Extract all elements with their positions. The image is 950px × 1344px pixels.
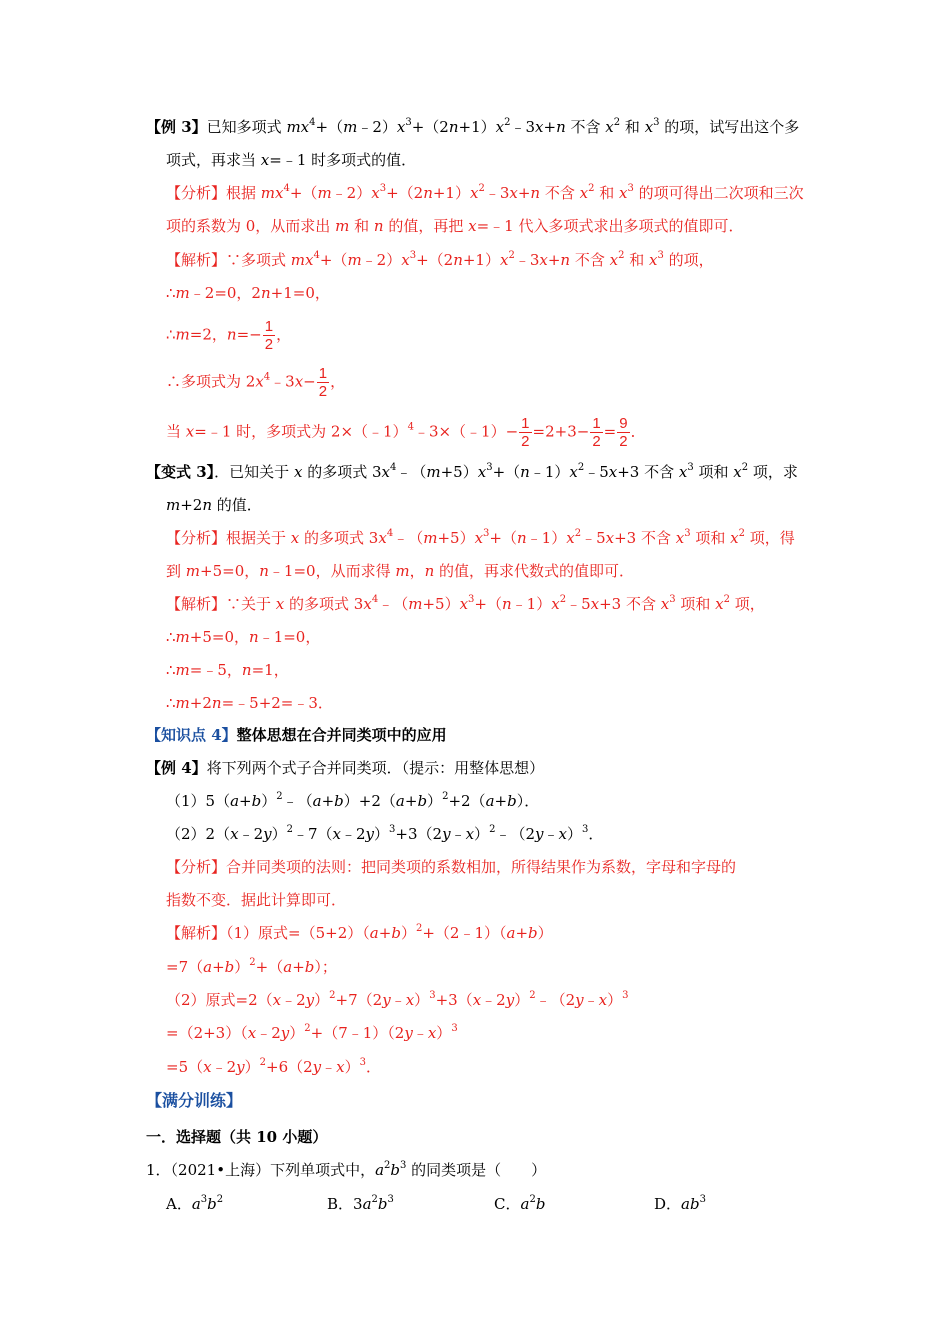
ex3-solution-label: 【解析】 [166,251,227,269]
ex3-label: 【例 3】 [146,118,207,136]
training-heading: 【满分训练】 [146,1091,243,1110]
var3-question-line1: 【变式 3】．已知关于 x 的多项式 $3x^4﹣(m+5)x^3+(n﹣1)x^2﹣5x+3$ 不含 $x^3$ 项和 $x^2$ 项，求 [146,462,798,481]
ex4-question [146,758,544,778]
ex3-solution-line3: ∴m=2，n=− $\frac{1}{2}$ ， [166,318,292,353]
ex3-analysis-line1: 【分析】根据 $mx^4+(m﹣2)x^3+(2n+1)x^2﹣3x+n$ 不含 $x^2$ 和 $x^3$ 的项可得出二次项和三次 [166,183,804,202]
fraction-one-half: $\frac{1}{2}$ [318,365,328,400]
var3-question-line2: m+2n 的值． [166,496,262,514]
ex4-solution-line2: $=7(a+b)^2+(a+b)$； [166,957,337,976]
ex3-solution-line1: 【解析】∵多项式 $mx^4+(m﹣2)x^3+(2n+1)x^2﹣3x+n$ 不含 $x^2$ 和 $x^3$ 的项， [166,250,714,269]
ex4-analysis-line1 [166,857,736,877]
kp4-title: 整体思想在合并同类项中的应用 [236,726,447,744]
ex3-solution-line4: ∴多项式为 $2x^4﹣3x-$ $\frac{1}{2}$ ， [166,365,346,400]
ex4-question-text: 将下列两个式子合并同类项．（提示：用整体思想） [206,759,545,777]
ex4-part2: （2）2（x﹣2y）$^2$﹣7（x﹣2y）$^3$+3（2y﹣x）$^2$﹣（2y﹣x）$^3$． [166,824,604,843]
kp4-label: 【知识点 4】 [146,726,237,744]
section-heading: 一．选择题（共 10 小题） [146,1128,328,1146]
q1-option-d[interactable]: D．$ab^3$ [654,1194,706,1213]
q1-option-b[interactable]: B．$3a^2b^3$ [327,1194,394,1213]
q1-option-a[interactable]: A．$a^3b^2$ [166,1194,224,1213]
fraction-one-half: $\frac{1}{2}$ [592,415,601,450]
ex3-solution-line2: ∴m﹣2=0，2n+1=0， [166,284,330,302]
var3-solution-line4: ∴m+2n=﹣5+2=﹣3． [166,694,333,712]
ex4-solution-line1: 【解析】（1）原式$=(5+2)(a+b)^2+(2﹣1)(a+b)$ [166,923,553,942]
var3-label: 【变式 3】 [146,463,215,481]
var3-analysis-label: 【分析】 [166,529,227,547]
var3-analysis-line2: 到 m+5=0，n﹣1=0，从而求得 m，n 的值，再求代数式的值即可． [166,562,635,580]
knowledge-point-4-heading [146,725,447,745]
ex4-analysis-text1: 合并同类项的法则：把同类项的系数相加，所得结果作为系数，字母和字母的 [226,858,737,876]
fraction-one-half: $\frac{1}{2}$ [264,318,274,353]
ex4-analysis-line2: 指数不变．据此计算即可． [166,891,347,909]
var3-analysis-line1: 【分析】根据关于 x 的多项式 $3x^4﹣(m+5)x^3+(n﹣1)x^2﹣5x+3$ 不含 $x^3$ 项和 $x^2$ 项，得 [166,528,795,547]
ex3-question-line1 [146,117,799,137]
fraction-nine-half: $\frac{9}{2}$ [619,415,628,450]
var3-solution-line2: ∴m+5=0，n﹣1=0， [166,628,321,646]
ex4-solution-label: 【解析】 [166,924,227,942]
ex4-label: 【例 4】 [146,759,207,777]
var3-solution-line3: ∴m=﹣5，n=1， [166,661,289,679]
var3-solution-label: 【解析】 [166,595,227,613]
ex4-analysis-label: 【分析】 [166,858,227,876]
ex3-solution-line5: 当 x=﹣1 时，多项式为 2×（﹣1）$^4$﹣3×（﹣1）− $\frac{1}{2}$ =2+3− $\frac{1}{2}$ = $\frac{9}{2}$ ． [166,415,646,450]
ex3-analysis-label: 【分析】 [166,184,227,202]
q1-stem: 1．（2021•上海）下列单项式中，$a^2b^3$ 的同类项是（ ） [146,1160,547,1179]
ex3-question-text1: 已知多项式 $mx^4+(m﹣2)x^3+(2n+1)x^2﹣3x+n$ 不含 $x^2$ 和 $x^3$ 的项，试写出这个多 [206,117,800,136]
ex4-part1: $(1)5(a+b)^2﹣(a+b)+2(a+b)^2+2(a+b)$． [166,791,540,810]
ex4-solution-line4: =（2+3）（x﹣2y）$^2$+（7﹣1）（2y﹣x）$^3$ [166,1023,458,1042]
fraction-one-half: $\frac{1}{2}$ [521,415,530,450]
var3-solution-line1: 【解析】∵关于 x 的多项式 $3x^4﹣(m+5)x^3+(n﹣1)x^2﹣5x+3$ 不含 $x^3$ 项和 $x^2$ 项， [166,594,765,613]
ex4-solution-line5: =5（x﹣2y）$^2$+6（2y﹣x）$^3$． [166,1057,382,1076]
q1-option-c[interactable]: C．$a^2b$ [494,1194,546,1213]
ex4-solution-line3: （2）原式=2（x﹣2y）$^2$+7（2y﹣x）$^3$+3（x﹣2y）$^2$﹣（2y﹣x）$^3$ [166,990,629,1009]
ex3-analysis-line2: 项的系数为 0，从而求出 m 和 n 的值，再把 x=﹣1 代入多项式求出多项式的值即可． [166,217,744,235]
ex3-question-line2: 项式，再求当 x=﹣1 时多项式的值． [166,151,417,169]
